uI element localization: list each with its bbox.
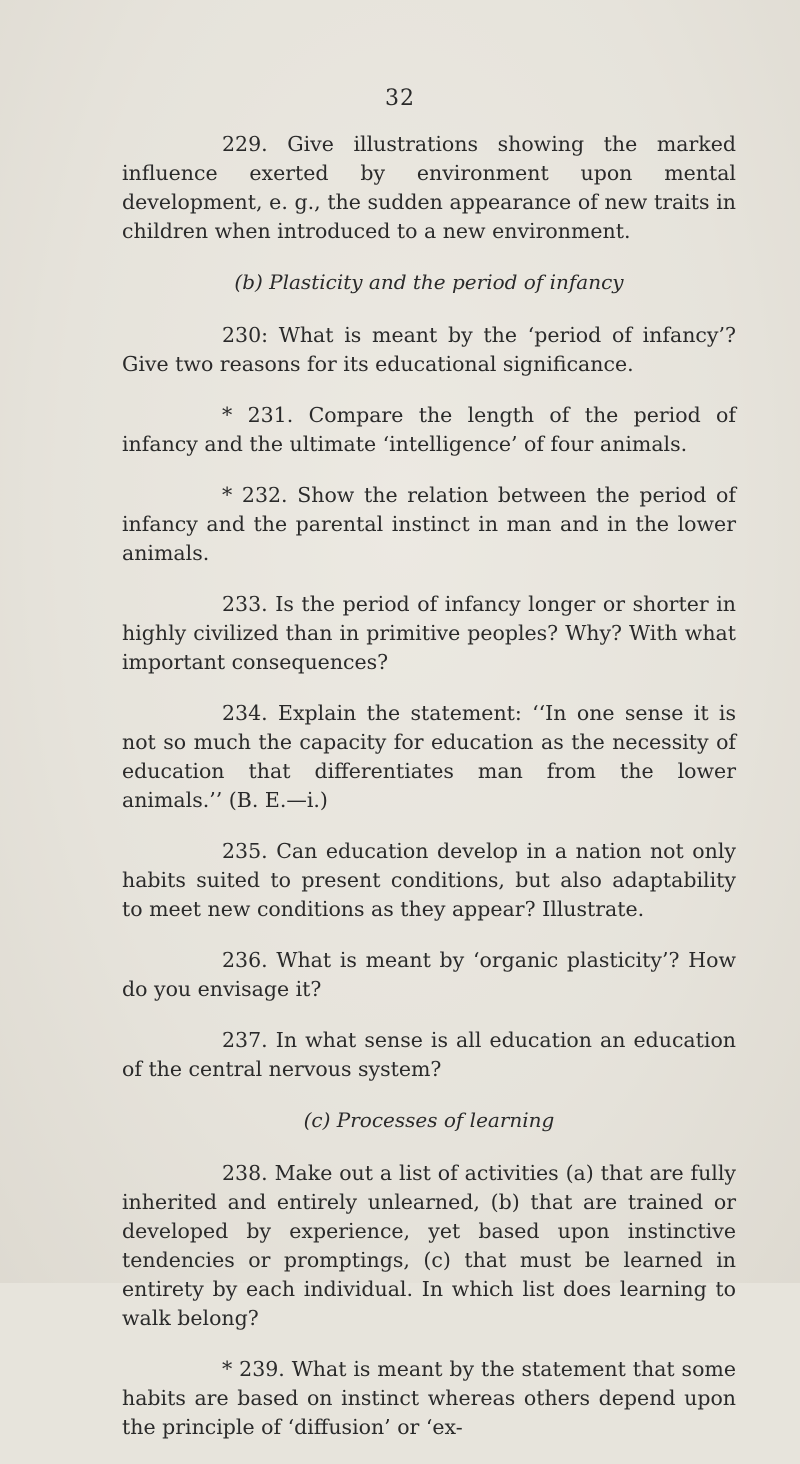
question-text: Compare the length of the period of infancy and the ultimate ‘intelligence’ of four animals. xyxy=(122,403,736,456)
question-235 xyxy=(122,837,736,924)
question-236 xyxy=(122,946,736,1004)
question-number: * 232. xyxy=(222,483,288,507)
question-229 xyxy=(122,130,736,246)
question-number: 233. xyxy=(222,592,268,616)
question-text: In what sense is all education an education of the central nervous system? xyxy=(122,1028,736,1081)
question-text: Give illustrations showing the marked influence exerted by environment upon mental development, e. g., the sudden appearance of new traits in children when introduced to a new environment. xyxy=(122,132,736,243)
question-number: 238. xyxy=(222,1161,268,1185)
question-number: 230: xyxy=(222,323,269,347)
question-text: What is meant by the statement that some habits are based on instinct whereas others depend upon the principle of ‘diffusion’ or ‘ex- xyxy=(122,1357,736,1439)
question-number: 236. xyxy=(222,948,268,972)
question-233 xyxy=(122,590,736,677)
question-text: Can education develop in a nation not only habits suited to present conditions, but also adaptability to meet new conditions as they appear? Illustrate. xyxy=(122,839,736,921)
question-number: * 231. xyxy=(222,403,294,427)
question-number: * 239. xyxy=(222,1357,285,1381)
section-heading-b: (b) Plasticity and the period of infancy xyxy=(234,270,624,294)
question-number: 234. xyxy=(222,701,268,725)
question-238 xyxy=(122,1159,736,1333)
question-231 xyxy=(122,401,736,459)
question-232 xyxy=(122,481,736,568)
question-text: What is meant by ‘organic plasticity’? How do you envisage it? xyxy=(122,948,736,1001)
question-text: Explain the statement: ‘‘In one sense it is not so much the capacity for education as the necessity of education that differentiates man from the lower animals.’’ (B. E.—i.) xyxy=(122,701,736,812)
section-heading-c: (c) Processes of learning xyxy=(303,1108,555,1132)
question-237 xyxy=(122,1026,736,1084)
question-234 xyxy=(122,699,736,815)
question-text: Show the relation between the period of infancy and the parental instinct in man and in the lower animals. xyxy=(122,483,736,565)
question-239 xyxy=(122,1355,736,1442)
question-text: Make out a list of activities (a) that are fully inherited and entirely unlearned, (b) that are trained or developed by experience, yet based upon instinctive tendencies or promptings, (c) that must be learned in entirety by each individual. In which list does learning to walk belong? xyxy=(122,1161,736,1330)
question-text: What is meant by the ‘period of infancy’? Give two reasons for its educational significance. xyxy=(122,323,736,376)
question-230 xyxy=(122,321,736,379)
question-number: 237. xyxy=(222,1028,268,1052)
question-number: 235. xyxy=(222,839,268,863)
question-number: 229. xyxy=(222,132,268,156)
page-body xyxy=(122,130,736,1464)
question-text: Is the period of infancy longer or shorter in highly civilized than in primitive peoples? Why? With what important consequences? xyxy=(122,592,736,674)
page-number: 32 xyxy=(385,86,415,111)
